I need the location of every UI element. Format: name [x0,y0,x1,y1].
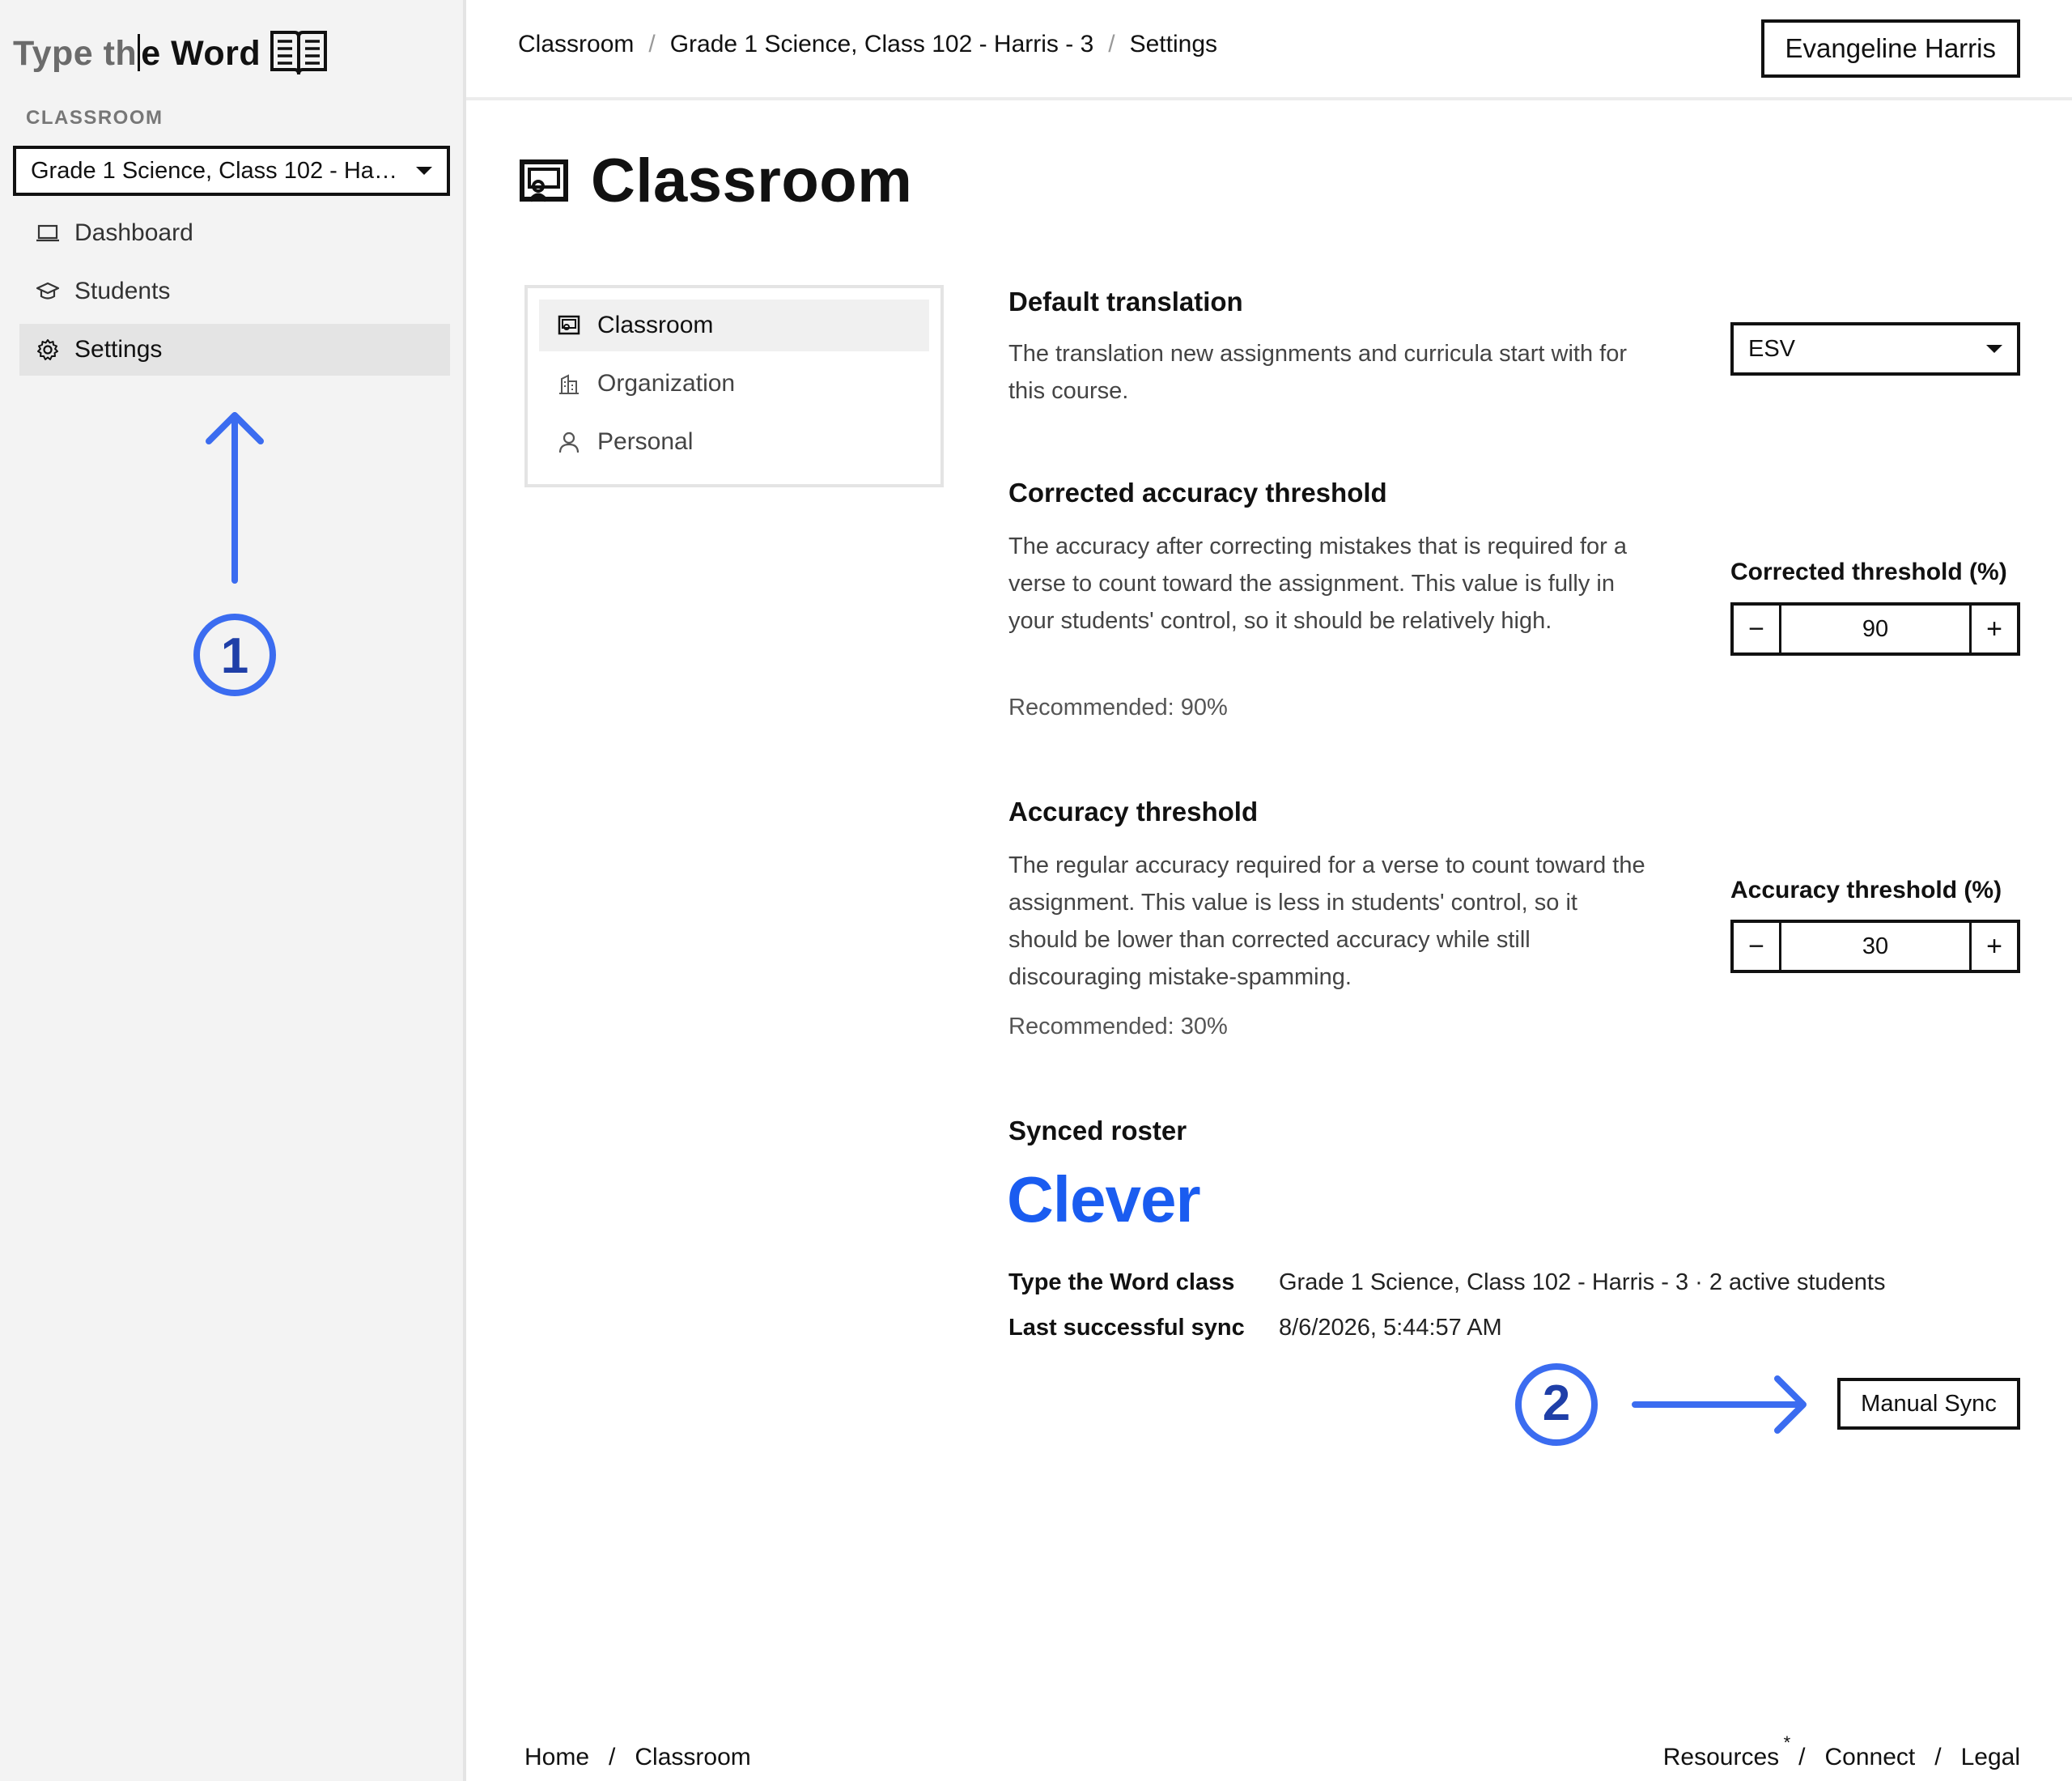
annotation-marker-2: 2 [1542,1375,1571,1431]
corrected-threshold-stepper [1730,602,2020,656]
breadcrumb-separator: / [1108,31,1115,57]
accuracy-threshold-label: Accuracy threshold (%) [1730,877,2002,903]
class-select[interactable] [13,146,450,196]
corrected-threshold-recommended: Recommended: 90% [1008,695,1228,720]
breadcrumb-settings[interactable]: Settings [1129,31,1218,57]
corrected-threshold-label: Corrected threshold (%) [1730,559,2007,585]
accuracy-threshold-stepper [1730,920,2020,973]
page-title: Classroom [591,147,913,215]
breadcrumb-class[interactable]: Grade 1 Science, Class 102 - Harris - 3 [669,31,1094,57]
logo-text: Type th e Word [13,33,261,73]
sidebar-nav [19,207,450,382]
breadcrumb-separator: / [648,31,656,57]
decrement-button[interactable]: − [1734,923,1781,970]
settings-nav [524,285,944,487]
sidebar-section-label: CLASSROOM [26,107,163,129]
roster-sync-key: Last successful sync [1008,1315,1245,1341]
settings-tab-classroom[interactable] [539,300,929,351]
decrement-button[interactable]: − [1734,606,1781,652]
settings-tab-label: Classroom [597,312,714,338]
sidebar [0,0,466,1781]
top-header [466,0,2072,100]
footer-link-classroom[interactable]: Classroom [635,1744,751,1770]
annotation-marker-1: 1 [220,628,249,684]
chevron-down-icon [1986,345,2002,353]
accuracy-threshold-recommended: Recommended: 30% [1008,1014,1228,1039]
user-menu-button[interactable]: Evangeline Harris [1761,19,2020,78]
settings-tab-label: Personal [597,428,694,455]
footer-link-connect[interactable]: Connect [1824,1744,1916,1770]
classroom-board-icon [518,157,570,206]
clever-logo: Clever [1007,1163,1200,1235]
sidebar-item-students[interactable] [19,266,450,317]
sidebar-item-label: Students [74,278,171,304]
footer-separator: / [609,1744,616,1770]
footer-link-resources[interactable] [1662,1732,1791,1771]
footer-link-legal[interactable]: Legal [1960,1744,2020,1770]
sidebar-item-label: Settings [74,336,163,363]
roster-class-value: Grade 1 Science, Class 102 - Harris - 3 · 2 active students [1279,1269,1886,1295]
accuracy-threshold-input[interactable]: 30 [1862,933,1889,959]
roster-sync-value: 8/6/2026, 5:44:57 AM [1279,1315,1502,1341]
footer-links [1662,1732,2020,1771]
sidebar-item-dashboard[interactable] [19,207,450,259]
classroom-board-icon [557,313,581,338]
footer-link-home[interactable]: Home [524,1744,590,1770]
increment-button[interactable]: + [1969,923,2017,970]
default-translation-description: The translation new assignments and curricula start with for this course. [1008,341,1628,404]
breadcrumb [518,31,1217,58]
corrected-threshold-description: The accuracy after correcting mistakes that is required for a verse to count toward the assignment. This value is fully in your students' control, so it should be relatively high. [1008,533,1627,634]
building-icon [557,372,581,396]
default-translation-title: Default translation [1008,287,1243,317]
footer-breadcrumb [524,1744,751,1771]
chevron-down-icon [416,167,432,175]
corrected-threshold-title: Corrected accuracy threshold [1008,478,1387,508]
page-title-row [518,146,912,216]
person-icon [557,430,581,454]
corrected-threshold-input[interactable]: 90 [1862,615,1889,642]
roster-class-key: Type the Word class [1008,1269,1235,1295]
gear-icon [36,338,60,362]
sidebar-item-label: Dashboard [74,219,193,246]
synced-roster-title: Synced roster [1008,1116,1187,1146]
translation-select[interactable] [1730,322,2020,376]
increment-button[interactable]: + [1969,606,2017,652]
laptop-icon [36,221,60,245]
accuracy-threshold-title: Accuracy threshold [1008,797,1259,827]
resources-mark: * [1783,1732,1791,1753]
footer-separator: / [1798,1744,1806,1770]
graduation-cap-icon [36,279,60,304]
sidebar-item-settings[interactable] [19,324,450,376]
translation-select-value: ESV [1748,335,1796,362]
footer-separator: / [1934,1744,1942,1770]
breadcrumb-classroom[interactable]: Classroom [518,31,635,57]
settings-tab-label: Organization [597,370,736,397]
class-select-value: Grade 1 Science, Class 102 - Har... [31,157,400,184]
settings-tab-organization[interactable] [539,358,929,410]
open-book-icon [269,28,329,79]
manual-sync-button[interactable]: Manual Sync [1837,1378,2020,1430]
app-logo[interactable] [13,24,329,83]
accuracy-threshold-description: The regular accuracy required for a verse to count toward the assignment. This value is less in students' control, so it should be lower than corrected accuracy while still discouraging mistake-spamming. [1008,852,1645,990]
settings-tab-personal[interactable] [539,416,929,468]
footer-link-label: Resources [1662,1744,1780,1770]
